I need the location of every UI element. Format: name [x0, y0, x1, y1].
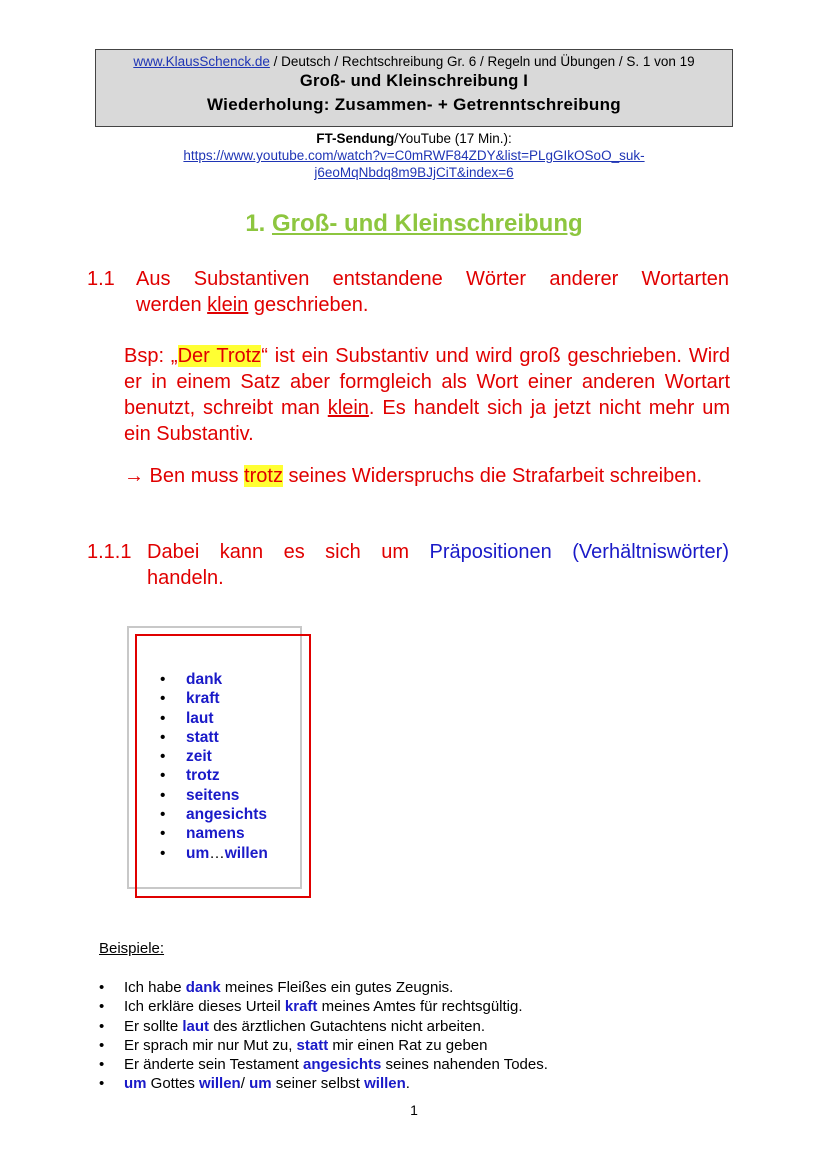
- example-text: /: [240, 1075, 250, 1093]
- video-label-bold: FT-Sendung: [316, 131, 395, 146]
- section-title: [0, 210, 828, 238]
- video-url-line2[interactable]: j6eoMqNbdq8m9BJjCiT&index=6: [314, 165, 514, 180]
- site-link[interactable]: www.KlausSchenck.de: [133, 54, 270, 69]
- examples-label: Beispiele:: [99, 940, 165, 957]
- header-box: [95, 49, 733, 127]
- example-keyword: angesichts: [303, 1056, 382, 1074]
- list-item: • statt: [158, 728, 268, 747]
- rule-1-1-1-text-a: Dabei kann es sich um: [147, 541, 430, 563]
- list-item: • trotz: [158, 766, 268, 785]
- rule-1-1-1-line2: handeln.: [147, 567, 224, 589]
- list-item: [99, 1055, 548, 1074]
- rule-1-1-line1: Aus Substantiven entstandene Wörter anderer Wortarten: [136, 268, 729, 290]
- arrow-example: [124, 463, 730, 489]
- example-text: Ich erkläre dieses Urteil: [124, 998, 285, 1016]
- prep-um: um: [186, 844, 210, 862]
- arrow-example-after: seines Widerspruchs die Strafarbeit schreiben.: [282, 465, 703, 487]
- prep-willen: willen: [224, 844, 268, 862]
- example-keyword: willen: [364, 1075, 406, 1093]
- video-url-line1[interactable]: https://www.youtube.com/watch?v=C0mRWF84ZDY&list=PLgGIkOSoO_suk-: [183, 148, 645, 163]
- rule-1-1-1-line1: [147, 539, 729, 565]
- arrow-example-highlight: trotz: [244, 465, 283, 487]
- document-subtitle: Wiederholung: Zusammen- + Getrenntschreibung: [206, 95, 621, 114]
- prep-ellipsis: …: [209, 844, 225, 862]
- list-item: [99, 978, 548, 997]
- bsp-prefix: Bsp: „: [124, 345, 178, 367]
- rule-1-1-1-number: 1.1.1: [87, 541, 132, 563]
- example-text: Er sollte: [124, 1017, 183, 1035]
- example-text: meines Fleißes ein gutes Zeugnis.: [220, 979, 454, 996]
- list-item: [99, 997, 548, 1016]
- example-text: Er änderte sein Testament: [124, 1056, 303, 1074]
- rule-1-1-text-c: geschrieben.: [248, 294, 369, 316]
- list-item: • kraft: [158, 689, 268, 708]
- example-keyword: um: [124, 1075, 147, 1093]
- example-keyword: kraft: [284, 998, 318, 1016]
- page-number: 1: [410, 1102, 418, 1118]
- arrow-example-before: Ben muss: [144, 465, 245, 487]
- header-breadcrumb: [96, 54, 732, 69]
- bsp-text: “ ist ein Substantiv und wird groß geschrieben. Wird er in einem Satz aber formgleich als Wort einer anderen Wortart benutzt, schreibt man: [124, 345, 730, 419]
- video-reference: [95, 130, 733, 181]
- example-text: meines Amtes für rechtsgültig.: [317, 998, 523, 1016]
- list-item: • seitens: [158, 786, 268, 805]
- example-text: .: [405, 1075, 410, 1093]
- example-keyword: dank: [185, 979, 221, 996]
- list-item: [99, 1036, 548, 1055]
- list-item: [99, 1074, 548, 1093]
- rule-1-1-number: 1.1: [87, 268, 115, 290]
- example-keyword: willen: [199, 1075, 241, 1093]
- section-number: 1.: [245, 210, 266, 237]
- example-keyword: um: [249, 1075, 272, 1093]
- example-text: seines nahenden Todes.: [381, 1056, 548, 1074]
- example-keyword: laut: [182, 1017, 210, 1035]
- list-item: • angesichts: [158, 805, 268, 824]
- example-list: [99, 978, 548, 1094]
- list-item: • namens: [158, 824, 268, 843]
- example-text: seiner selbst: [271, 1075, 365, 1093]
- bsp-end: . Es handelt sich ja jetzt nicht mehr um ein Substantiv.: [124, 397, 730, 445]
- document-title: Groß- und Kleinschreibung I: [299, 72, 529, 90]
- example-text: Ich habe: [124, 979, 186, 996]
- list-item: • laut: [158, 709, 268, 728]
- video-label: /YouTube (17 Min.):: [394, 131, 512, 146]
- example-text: Gottes: [146, 1075, 200, 1093]
- example-text: Er sprach mir nur Mut zu,: [124, 1036, 297, 1054]
- bsp-paragraph: [124, 343, 730, 447]
- rule-1-1-line2: [136, 292, 368, 318]
- rule-1-1-1-blue: Präpositionen (Verhältniswörter): [429, 541, 729, 563]
- example-text: des ärztlichen Gutachtens nicht arbeiten.: [209, 1017, 486, 1035]
- arrow-right-icon: →: [124, 465, 144, 487]
- preposition-list: [158, 670, 268, 863]
- list-item: • zeit: [158, 747, 268, 766]
- example-text: mir einen Rat zu geben: [328, 1036, 488, 1054]
- list-item: [158, 844, 268, 863]
- bsp-highlight: Der Trotz: [177, 345, 262, 367]
- rule-1-1-text-b: werden: [136, 294, 208, 316]
- section-title-text: Groß- und Kleinschreibung: [272, 210, 583, 237]
- breadcrumb-text: / Deutsch / Rechtschreibung Gr. 6 / Regeln und Übungen / S. 1 von 19: [269, 54, 695, 69]
- bsp-klein: klein: [327, 397, 369, 419]
- example-keyword: statt: [296, 1036, 329, 1054]
- list-item: • dank: [158, 670, 268, 689]
- list-item: [99, 1017, 548, 1036]
- rule-1-1-klein: klein: [207, 294, 249, 316]
